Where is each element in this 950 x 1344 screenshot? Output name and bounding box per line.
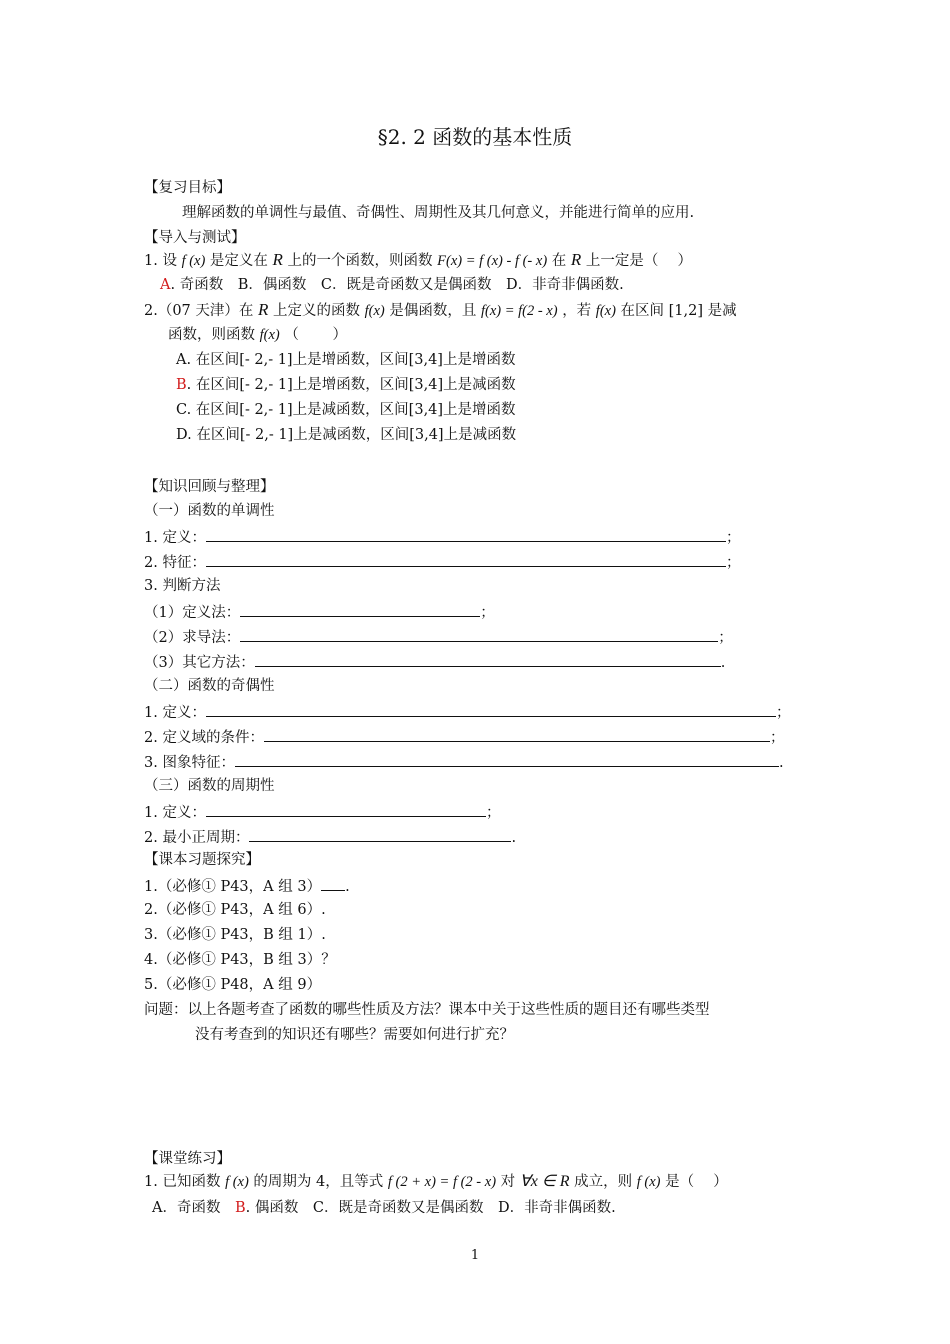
q1-fx: f (x) [181, 253, 206, 269]
q2-fx: f(x) [364, 303, 385, 319]
k2-img-label: 3. 图象特征： [144, 755, 235, 771]
q2-option-a-text: . 在区间[- 2,- 1]上是增函数，区间[3,4]上是增函数 [186, 352, 516, 368]
q2-fx2: f(x) [595, 303, 616, 319]
textbook-item-5: 5.（必修① P48，A 组 9） [144, 977, 322, 993]
k3-min-label: 2. 最小正周期： [144, 830, 250, 846]
q2-text-c: 是偶函数，且 [389, 303, 477, 319]
k1-feat-end: ； [725, 555, 741, 571]
question-1 [144, 250, 692, 271]
k2-def-label: 1. 定义： [144, 705, 206, 721]
k1-feature [144, 551, 740, 573]
p1-forall: ∀x ∈ R [519, 1173, 570, 1190]
section-intro-heading: 【导入与测试】 [144, 230, 246, 246]
textbook-item-4: 4.（必修① P43，B 组 3）？ [144, 952, 336, 968]
q2-text-g: 函数，则函数 [168, 327, 255, 343]
question-1-options [160, 275, 624, 295]
k2-dom-label: 2. 定义域的条件： [144, 730, 264, 746]
k1-m2-end: ； [718, 630, 733, 646]
q1-text-e: 上一定是（ ） [585, 253, 692, 269]
q1-text-b: 是定义在 [209, 253, 268, 269]
k2-definition [144, 701, 790, 723]
k1-judge: 3. 判断方法 [144, 578, 221, 594]
q2-text-e: 在区间 [620, 303, 665, 319]
p1-text-d: 成立，则 [574, 1174, 633, 1190]
q2-option-b [176, 375, 516, 395]
section-textbook-heading: 【课本习题探究】 [144, 852, 260, 868]
textbook-item-3: 3.（必修① P43，B 组 1）. [144, 927, 326, 943]
q1-text-a: 1. 设 [144, 253, 177, 269]
k1-m3-blank[interactable] [255, 651, 721, 667]
k3-min-end: . [511, 830, 517, 846]
q2-text-h: （ ） [284, 327, 347, 343]
section-practice-heading: 【课堂练习】 [144, 1151, 231, 1167]
p1-text-a: 1. 已知函数 [144, 1174, 221, 1190]
p1-eq: f (2 + x) = f (2 - x) [387, 1174, 497, 1190]
k2-graph [144, 751, 784, 773]
p1-fx2: f (x) [636, 1174, 661, 1190]
q2-option-a-letter: A [176, 352, 187, 368]
k2-heading: （二）函数的奇偶性 [144, 678, 275, 694]
k2-def-end: ； [775, 705, 791, 721]
textbook-item-1 [144, 875, 350, 897]
q1-r: R [272, 250, 283, 269]
question-2-line-2 [168, 325, 347, 345]
k1-feat-label: 2. 特征： [144, 555, 206, 571]
page-number: 1 [470, 1248, 480, 1263]
question-line-2: 没有考查到的知识还有哪些？需要如何进行扩充？ [195, 1027, 514, 1043]
q2-fx3: f(x) [259, 327, 280, 343]
p1-text-b: 的周期为 4，且等式 [253, 1174, 384, 1190]
q1-r2: R [570, 250, 582, 269]
question-2 [144, 300, 737, 321]
q2-option-a [176, 350, 515, 370]
q1-answer-a: A [160, 277, 171, 293]
q2-option-d-text: . 在区间[- 2,- 1]上是减函数，区间[3,4]上是减函数 [187, 427, 517, 443]
q1-expr: F(x) = f (x) - f (- x) [437, 253, 548, 269]
k1-def-end: ； [725, 530, 741, 546]
k1-method-2 [144, 626, 733, 648]
k1-method-1 [144, 601, 495, 623]
q2-option-c [176, 400, 516, 420]
k1-heading: （一）函数的单调性 [144, 503, 275, 519]
k2-img-blank[interactable] [235, 751, 779, 767]
practice-1-options [152, 1198, 616, 1218]
k3-def-end: ； [485, 805, 501, 821]
q2-r: R [258, 300, 269, 319]
q2-option-c-text: . 在区间[- 2,- 1]上是减函数，区间[3,4]上是增函数 [186, 402, 516, 418]
q2-text-b: 上定义的函数 [273, 303, 361, 319]
k1-method-3 [144, 651, 725, 673]
q2-option-d-letter: D [176, 427, 188, 443]
k2-dom-blank[interactable] [264, 726, 770, 742]
k1-m1-end: ； [480, 605, 495, 621]
q1-text-c: 上的一个函数，则函数 [287, 253, 433, 269]
question-text-1: 以上各题考查了函数的哪些性质及方法？课本中关于这些性质的题目还有哪些类型 [187, 1002, 710, 1018]
q2-text-d: ，若 [562, 303, 592, 319]
p1-fx: f (x) [225, 1174, 249, 1190]
q2-text-a: 2.（07 天津）在 [144, 303, 254, 319]
k3-min-blank[interactable] [249, 826, 511, 842]
k1-def-blank[interactable] [206, 526, 726, 542]
q1-options-text: . 奇函数 B．偶函数 C．既是奇函数又是偶函数 D．非奇非偶函数. [170, 277, 624, 293]
question-label: 问题： [144, 1002, 188, 1018]
k1-m1-label: （1）定义法： [144, 605, 241, 621]
q2-interval: [1,2] [668, 303, 704, 319]
k1-m3-end: . [720, 655, 726, 671]
q2-text-f: 是减 [707, 303, 737, 319]
k2-dom-end: ； [769, 730, 785, 746]
k1-definition [144, 526, 740, 548]
q1-text-d: 在 [551, 253, 567, 269]
k3-def-blank[interactable] [206, 801, 486, 817]
textbook-item-1-end: . [345, 879, 350, 895]
p1-options-rest: . 偶函数 C．既是奇函数又是偶函数 D．非奇非偶函数. [245, 1200, 616, 1216]
question-line-1 [144, 1000, 710, 1020]
p1-option-a: A．奇函数 [152, 1200, 235, 1216]
q2-eq: f(x) = f(2 - x) [480, 303, 558, 319]
page-title: §2. 2 函数的基本性质 [377, 125, 573, 149]
textbook-item-1-blank[interactable] [321, 875, 345, 891]
k1-def-label: 1. 定义： [144, 530, 206, 546]
p1-answer-b: B [234, 1200, 246, 1216]
q2-option-d [176, 425, 516, 445]
section-knowledge-heading: 【知识回顾与整理】 [144, 479, 275, 495]
section-review-heading: 【复习目标】 [144, 180, 231, 196]
review-text: 理解函数的单调性与最值、奇偶性、周期性及其几何意义，并能进行简单的应用. [182, 205, 695, 221]
q2-option-b-text: . 在区间[- 2,- 1]上是增函数，区间[3,4]上是减函数 [186, 377, 516, 393]
k2-domain [144, 726, 784, 748]
k2-def-blank[interactable] [206, 701, 776, 717]
k1-m1-blank[interactable] [240, 601, 480, 617]
textbook-item-2: 2.（必修① P43，A 组 6）. [144, 902, 326, 918]
p1-text-e: 是（ ） [665, 1174, 728, 1190]
k1-m2-label: （2）求导法： [144, 630, 241, 646]
p1-text-c: 对 [500, 1174, 516, 1190]
q2-option-b-letter: B [176, 377, 187, 393]
k3-heading: （三）函数的周期性 [144, 778, 275, 794]
practice-1 [144, 1172, 728, 1192]
k3-definition [144, 801, 500, 823]
k2-img-end: . [778, 755, 784, 771]
textbook-item-1-text: 1.（必修① P43，A 组 3） [144, 879, 322, 895]
k1-m2-blank[interactable] [240, 626, 718, 642]
k3-def-label: 1. 定义： [144, 805, 206, 821]
q2-option-c-letter: C [176, 402, 187, 418]
k1-feat-blank[interactable] [206, 551, 726, 567]
k3-min-period [144, 826, 516, 848]
k1-m3-label: （3）其它方法： [144, 655, 255, 671]
